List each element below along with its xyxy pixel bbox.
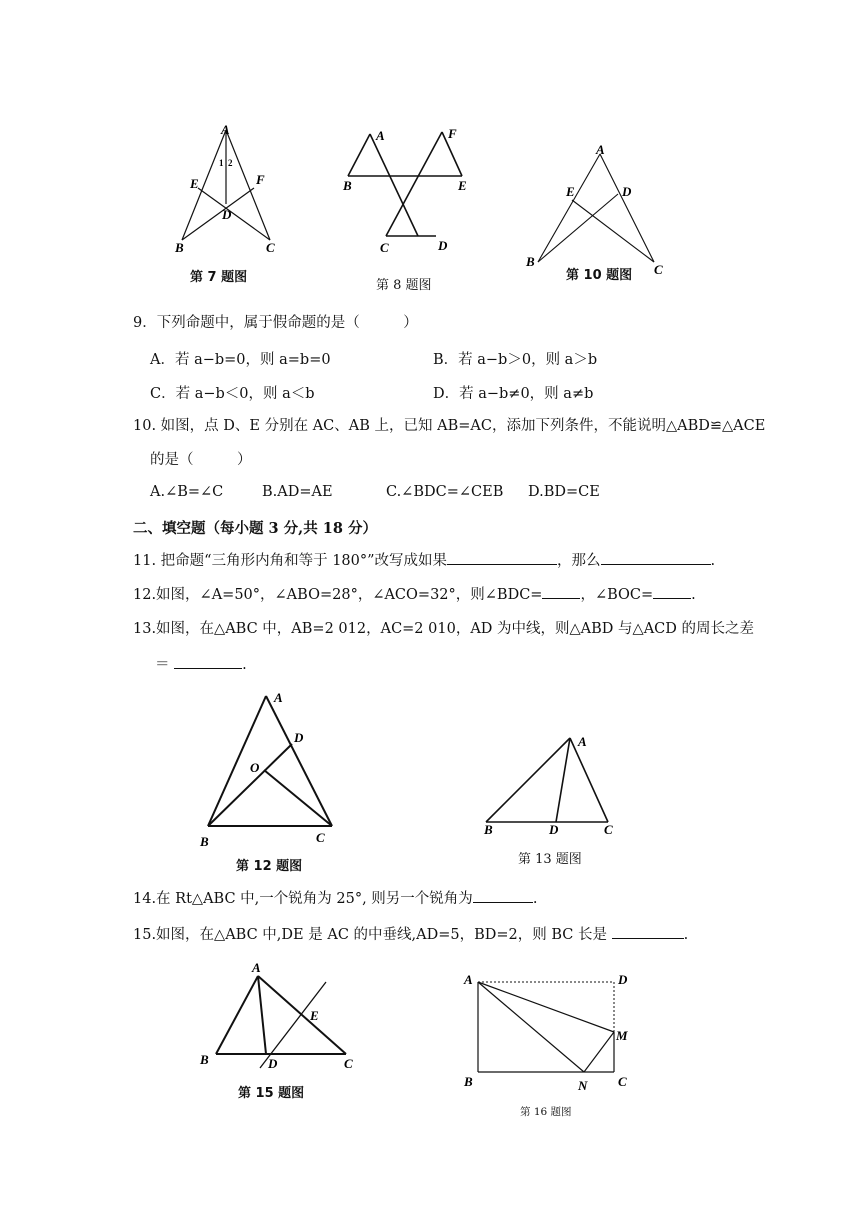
question-15-end: . (683, 927, 689, 943)
question-11-end: . (710, 553, 716, 569)
figure-15-caption: 第 15 题图 (238, 1086, 305, 1101)
question-9-option-d: D．若 a−b≠0，则 a≠b (433, 386, 594, 402)
fig16-label-a: A (464, 972, 473, 987)
figure-16-diagram (460, 968, 640, 1098)
question-10-option-a: A.∠B=∠C (150, 484, 224, 500)
question-14-text: 14.在 Rt△ABC 中,一个锐角为 25°, 则另一个锐角为 (133, 891, 473, 907)
figure-13-diagram (476, 726, 636, 846)
fig7-label-a: A (221, 122, 230, 137)
fig15-label-e: E (310, 1008, 319, 1023)
fig16-label-d: D (618, 972, 628, 987)
fig7-label-f: F (256, 172, 265, 187)
question-10-option-c: C.∠BDC=∠CEB (386, 484, 504, 500)
figure-12-caption: 第 12 题图 (236, 859, 303, 874)
fig16-label-n: N (578, 1078, 588, 1093)
figure-8-diagram (340, 122, 480, 262)
figure-10-caption: 第 10 题图 (566, 268, 633, 283)
fig13-label-b: B (484, 822, 493, 837)
question-14-blank[interactable] (473, 888, 533, 903)
fig10-label-e: E (566, 184, 575, 199)
fig12-label-d: D (294, 730, 304, 745)
question-11-part1: 11. 把命题“三角形内角和等于 180°”改写成如果 (133, 553, 448, 569)
fig12-label-b: B (200, 834, 209, 849)
fig16-label-c: C (618, 1074, 627, 1089)
figure-7-diagram (170, 118, 290, 258)
question-11-blank-1[interactable] (447, 550, 557, 565)
question-11-blank-2[interactable] (601, 550, 711, 565)
fig10-label-c: C (654, 262, 663, 277)
fig7-label-2: 2 (228, 158, 233, 168)
fig16-label-m: M (616, 1028, 628, 1043)
fig7-label-1: 1 (219, 158, 224, 168)
fig7-label-d: D (222, 207, 232, 222)
fig12-label-o: O (250, 760, 260, 775)
question-9-option-b: B．若 a−b＞0，则 a＞b (433, 352, 598, 368)
fig16-label-b: B (464, 1074, 473, 1089)
question-12-part1: 12.如图，∠A=50°，∠ABO=28°，∠ACO=32°，则∠BDC= (133, 587, 543, 603)
question-15 (133, 924, 688, 945)
fig7-label-e: E (190, 176, 199, 191)
fig8-label-b: B (343, 178, 352, 193)
fig8-label-c: C (380, 240, 389, 255)
question-14-end: . (532, 891, 538, 907)
question-12 (133, 584, 696, 605)
question-13-line2 (155, 654, 247, 675)
fig8-label-a: A (376, 128, 385, 143)
question-15-blank[interactable] (612, 924, 684, 939)
figure-16-caption: 第 16 题图 (520, 1106, 572, 1118)
fig8-label-e: E (458, 178, 467, 193)
question-13-line1: 13.如图，在△ABC 中，AB=2 012，AC=2 010，AD 为中线，则△ABD 与△ACD 的周长之差 (133, 621, 754, 637)
question-10-stem-line2: 的是（ ） (150, 452, 252, 468)
fig12-label-c: C (316, 830, 325, 845)
fig8-label-d: D (438, 238, 448, 253)
question-12-end: . (691, 587, 696, 603)
question-9-option-c: C．若 a−b＜0，则 a＜b (150, 386, 315, 402)
figure-7-caption: 第 7 题图 (190, 270, 248, 285)
fig15-label-d: D (268, 1056, 278, 1071)
fig15-label-c: C (344, 1056, 353, 1071)
fig13-label-d: D (549, 822, 559, 837)
question-12-part2: ，∠BOC= (580, 587, 654, 603)
question-14 (133, 888, 537, 909)
question-13-equals: ＝ (155, 657, 170, 673)
fig15-label-b: B (200, 1052, 209, 1067)
question-12-blank-2[interactable] (653, 584, 691, 599)
question-13-end: . (242, 657, 247, 673)
question-11-part2: ，那么 (557, 553, 601, 569)
figure-10-diagram (520, 140, 670, 280)
section-2-title: 二、填空题（每小题 3 分,共 18 分） (133, 520, 378, 537)
question-10-option-d: D.BD=CE (528, 484, 600, 500)
figure-8-caption: 第 8 题图 (376, 278, 432, 293)
figure-15-diagram (196, 956, 366, 1086)
fig13-label-a: A (578, 734, 587, 749)
fig10-label-a: A (596, 142, 605, 157)
fig7-label-b: B (175, 240, 184, 255)
figure-13-caption: 第 13 题图 (518, 852, 582, 867)
figure-12-diagram (196, 690, 356, 850)
fig13-label-c: C (604, 822, 613, 837)
fig8-label-f: F (448, 126, 457, 141)
fig10-label-d: D (622, 184, 632, 199)
fig12-label-a: A (274, 690, 283, 705)
fig10-label-b: B (526, 254, 535, 269)
question-15-text: 15.如图，在△ABC 中,DE 是 AC 的中垂线,AD=5，BD=2，则 BC 长是 (133, 927, 607, 943)
question-9-stem: 9．下列命题中，属于假命题的是（ ） (133, 315, 418, 331)
question-13-blank[interactable] (174, 654, 242, 669)
question-10-option-b: B.AD=AE (262, 484, 333, 500)
fig15-label-a: A (252, 960, 261, 975)
fig7-label-c: C (266, 240, 275, 255)
question-9-option-a: A．若 a−b=0，则 a=b=0 (150, 352, 331, 368)
question-12-blank-1[interactable] (542, 584, 580, 599)
question-10-stem-line1: 10. 如图，点 D、E 分别在 AC、AB 上，已知 AB=AC，添加下列条件，不能说明△ABD≌△ACE (133, 418, 766, 434)
question-11 (133, 550, 715, 571)
